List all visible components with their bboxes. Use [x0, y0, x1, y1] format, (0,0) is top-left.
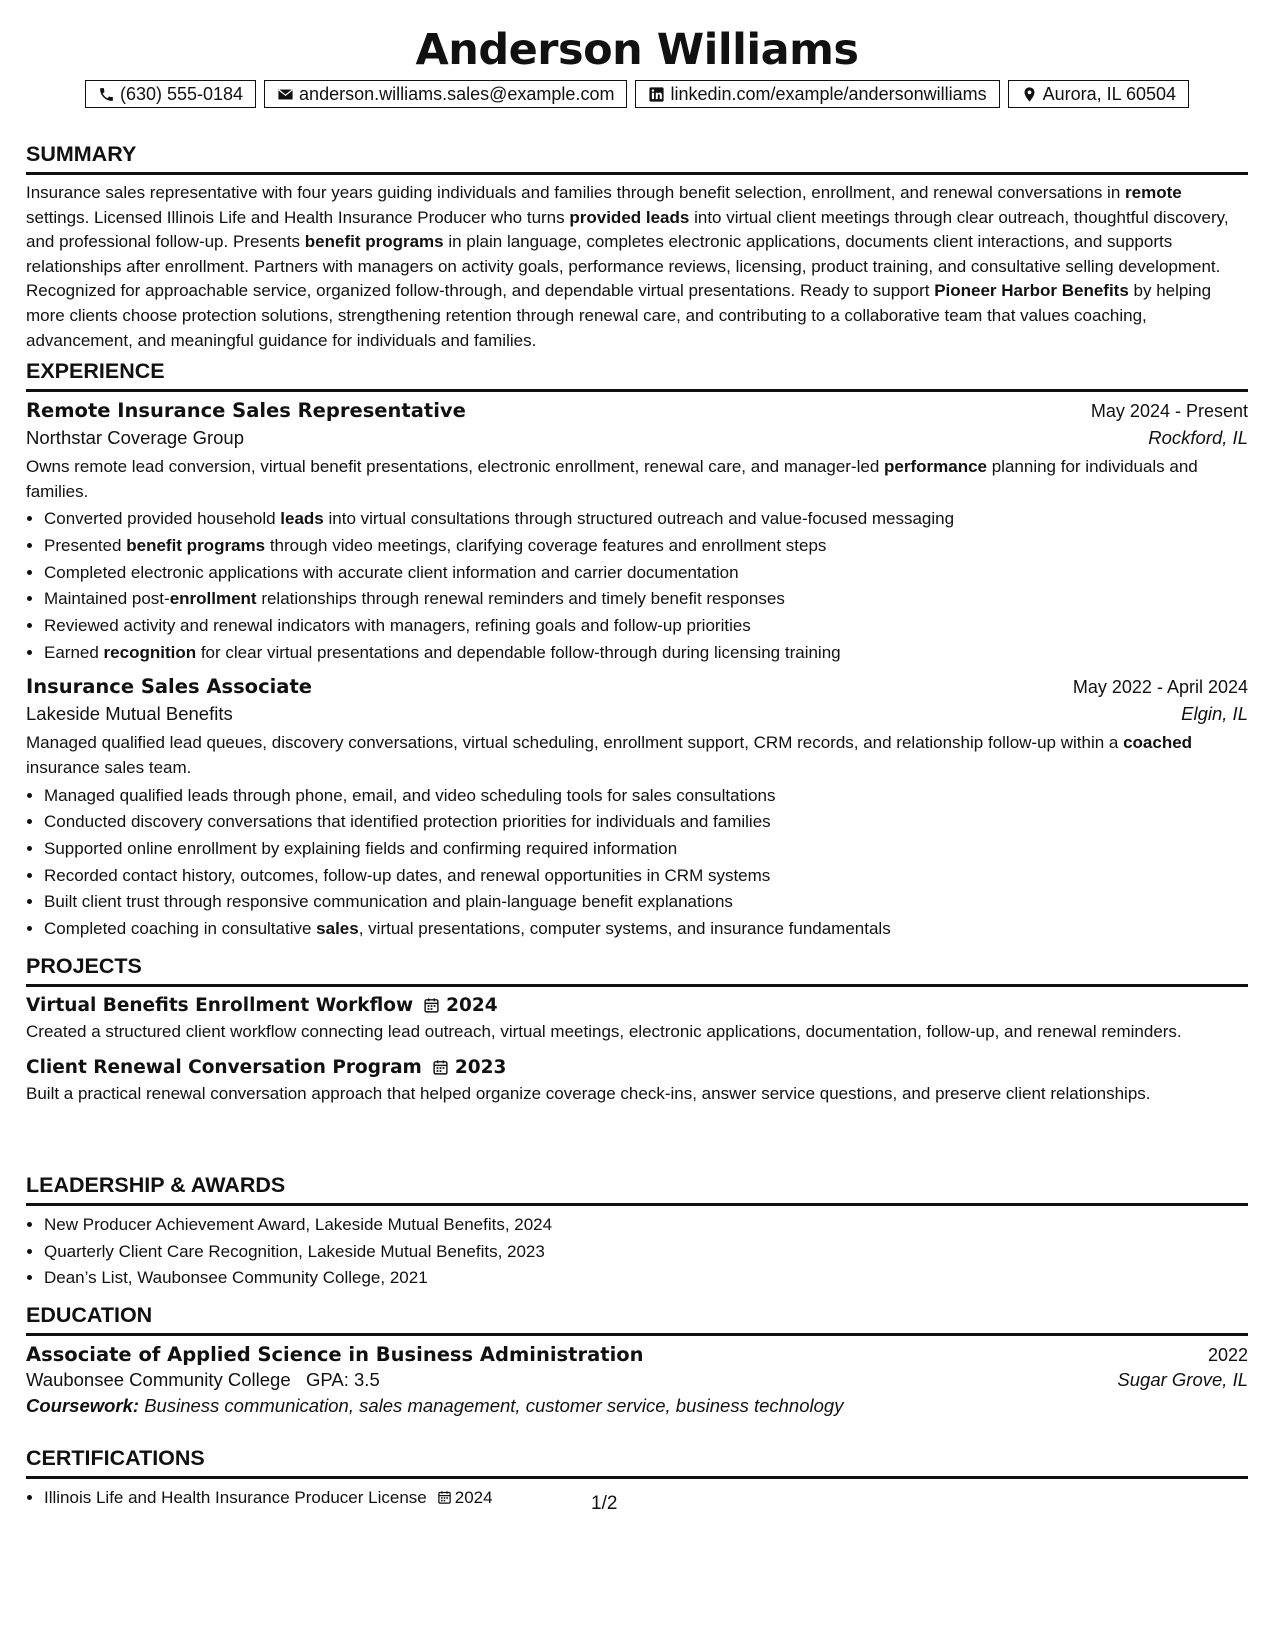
school-location: Sugar Grove, IL [1117, 1369, 1248, 1390]
certification-year: 2024 [454, 1488, 493, 1507]
text-segment: by helping more clients choose protection solutions, strengthening retention through renewal care, and contributing to a collaborative team that values coaching, advancement, and meaningful guidance for individuals and families. [26, 281, 1212, 350]
certifications-section [26, 1444, 1248, 1512]
job-entry [26, 399, 1248, 666]
text-segment: in plain language, completes electronic applications, documents client interactions, and supports relationships after enrollment. Partners with managers on activity goals, performance reviews, licensing, product training, and consultative selling development. Recognized for approachable service, organized follow-through, and dependable virtual presentations. Ready to support [26, 232, 1221, 301]
text-segment: Conducted discovery conversations that identified protection priorities for individuals and families [44, 812, 771, 832]
job-description [26, 455, 1248, 504]
text-segment: through video meetings, clarifying coverage features and enrollment steps [265, 535, 827, 555]
award-item: • New Producer Achievement Award, Lakeside Mutual Benefits, 2024 [44, 1212, 1248, 1239]
job-location: Rockford, IL [1148, 427, 1248, 448]
bold-text: leads [280, 509, 324, 529]
calendar-icon [427, 1488, 455, 1507]
experience-heading: EXPERIENCE [26, 357, 1248, 392]
candidate-name: Anderson Williams [415, 25, 859, 75]
school-info [26, 1369, 380, 1391]
bold-text: Pioneer Harbor Benefits [934, 281, 1129, 301]
experience-section [26, 357, 1248, 943]
linkedin-text: linkedin.com/example/andersonwilliams [670, 83, 987, 104]
degree-row [26, 1343, 1248, 1366]
job-list [26, 399, 1248, 943]
job-title: Insurance Sales Associate [26, 675, 313, 699]
bullet-item [44, 809, 1248, 836]
company-name: Lakeside Mutual Benefits [26, 703, 233, 725]
project-entry [26, 1057, 1248, 1107]
bullet-item [44, 783, 1248, 810]
text-segment: Maintained post- [44, 589, 170, 609]
text-segment: Completed electronic applications with accurate client information and carrier documentation [44, 562, 739, 582]
calendar-icon [423, 997, 440, 1014]
certification-name: Illinois Life and Health Insurance Producer License [44, 1488, 427, 1507]
text-segment: for clear virtual presentations and dependable follow-through during licensing training [196, 642, 841, 662]
project-header [26, 1057, 1248, 1078]
project-entry [26, 995, 1248, 1045]
bullet-item [44, 560, 1248, 587]
bold-text: enrollment [169, 589, 257, 609]
certifications-list [26, 1485, 1248, 1512]
email-text: anderson.williams.sales@example.com [299, 83, 615, 104]
job-header [26, 675, 1248, 698]
job-entry [26, 675, 1248, 942]
text-segment: Built client trust through responsive communication and plain-language benefit explanations [44, 892, 733, 912]
project-year: 2023 [454, 1056, 507, 1078]
location-text: Aurora, IL 60504 [1042, 83, 1177, 104]
text-segment: insurance sales team. [26, 758, 192, 777]
bold-text: benefit programs [126, 535, 266, 555]
phone-icon [98, 86, 115, 103]
gpa: GPA: 3.5 [306, 1369, 380, 1390]
award-item: • Quarterly Client Care Recognition, Lakeside Mutual Benefits, 2023 [44, 1239, 1248, 1266]
bullet-item [44, 506, 1248, 533]
school-row [26, 1369, 1248, 1391]
project-title: Client Renewal Conversation Program [26, 1056, 422, 1078]
bold-text: coached [1123, 733, 1193, 753]
text-segment: planning for individuals and families. [26, 457, 1198, 501]
education-section [26, 1301, 1248, 1417]
job-title: Remote Insurance Sales Representative [26, 399, 466, 422]
awards-list [26, 1212, 1248, 1292]
text-segment: Presented [44, 535, 127, 555]
bold-text: provided leads [569, 207, 690, 227]
bullet-item [44, 586, 1248, 613]
company-name: Northstar Coverage Group [26, 427, 244, 448]
contact-bar [26, 80, 1248, 108]
text-segment: Owns remote lead conversion, virtual benefit presentations, electronic enrollment, renewal care, and manager-led [26, 457, 885, 476]
project-description: Created a structured client workflow connecting lead outreach, virtual meetings, electronic applications, documentation, follow-up, and renewal reminders. [26, 1022, 1182, 1041]
location-chip[interactable] [1008, 80, 1189, 108]
coursework-row [26, 1395, 1248, 1417]
job-location: Elgin, IL [1181, 703, 1248, 725]
project-header [26, 995, 1248, 1016]
bold-text: sales [316, 919, 359, 939]
bullet-item [44, 916, 1248, 943]
linkedin-icon [648, 86, 665, 103]
project-description: Built a practical renewal conversation approach that helped organize coverage check-ins, answer service questions, and preserve client relationships. [26, 1083, 1151, 1103]
text-segment: Converted provided household [44, 509, 281, 529]
page-number: 1/2 [591, 1493, 618, 1514]
job-dates: May 2024 - Present [1090, 401, 1248, 421]
award-item: • Dean’s List, Waubonsee Community College, 2021 [44, 1265, 1248, 1292]
job-description [26, 731, 1248, 780]
text-segment: Earned [44, 642, 104, 662]
text-segment: Recorded contact history, outcomes, follow-up dates, and renewal opportunities in CRM systems [44, 865, 771, 885]
coursework-label: Coursework: [26, 1395, 140, 1416]
text-segment: Insurance sales representative with four years guiding individuals and families through benefit selection, enrollment, and renewal conversations in [26, 183, 1126, 202]
bullet-item [44, 863, 1248, 890]
calendar-icon [432, 1059, 449, 1076]
certification-item [44, 1485, 1248, 1512]
company-row [26, 703, 1248, 725]
map-pin-icon [1021, 86, 1038, 103]
job-dates: May 2022 - April 2024 [1072, 677, 1248, 698]
text-segment: into virtual client meetings through clear outreach, thoughtful discovery, and professional follow-up. Presents [26, 207, 1229, 252]
awards-heading: LEADERSHIP & AWARDS [26, 1171, 1248, 1206]
project-title: Virtual Benefits Enrollment Workflow [26, 995, 414, 1016]
text-segment: Managed qualified lead queues, discovery conversations, virtual scheduling, enrollment support, CRM records, and relationship follow-up within a [26, 733, 1124, 753]
job-bullets [26, 506, 1248, 666]
text-segment: Managed qualified leads through phone, email, and video scheduling tools for sales consultations [44, 785, 776, 805]
awards-section [26, 1171, 1248, 1292]
summary-heading: SUMMARY [26, 140, 1248, 175]
linkedin-chip[interactable] [635, 80, 999, 108]
company-row [26, 427, 1248, 449]
bold-text: benefit programs [304, 232, 444, 252]
phone-chip[interactable] [85, 80, 256, 108]
phone-text: (630) 555-0184 [119, 83, 244, 104]
degree-title: Associate of Applied Science in Business Administration [26, 1343, 644, 1366]
text-segment: Completed coaching in consultative [44, 919, 317, 939]
bullet-item [44, 889, 1248, 916]
bold-text: remote [1125, 183, 1182, 202]
email-chip[interactable] [264, 80, 627, 108]
bullet-item [44, 533, 1248, 560]
education-heading: EDUCATION [26, 1301, 1248, 1336]
projects-heading: PROJECTS [26, 952, 1248, 987]
bold-text: performance [884, 457, 987, 476]
project-year: 2024 [446, 995, 498, 1016]
summary-text [26, 181, 1248, 353]
text-segment: Supported online enrollment by explaining fields and confirming required information [44, 839, 678, 858]
bullet-item [44, 836, 1248, 863]
envelope-icon [277, 86, 294, 103]
project-list [26, 995, 1248, 1106]
job-header [26, 399, 1248, 422]
job-bullets [26, 783, 1248, 943]
bold-text: recognition [103, 642, 197, 662]
certifications-heading: CERTIFICATIONS [26, 1444, 1248, 1479]
bullet-item [44, 613, 1248, 640]
text-segment: , virtual presentations, computer systems, and insurance fundamentals [358, 919, 891, 939]
degree-year: 2022 [1207, 1345, 1248, 1365]
text-segment: Reviewed activity and renewal indicators with managers, refining goals and follow-up priorities [44, 616, 751, 635]
bullet-item [44, 640, 1248, 667]
projects-section [26, 952, 1248, 1106]
text-segment: settings. Licensed Illinois Life and Health Insurance Producer who turns [26, 207, 570, 227]
coursework-text: Business communication, sales management, customer service, business technology [144, 1395, 844, 1416]
text-segment: relationships through renewal reminders and timely benefit responses [256, 589, 785, 609]
school-name: Waubonsee Community College [26, 1369, 291, 1390]
text-segment: into virtual consultations through structured outreach and value-focused messaging [323, 509, 955, 529]
summary-section [26, 140, 1248, 353]
